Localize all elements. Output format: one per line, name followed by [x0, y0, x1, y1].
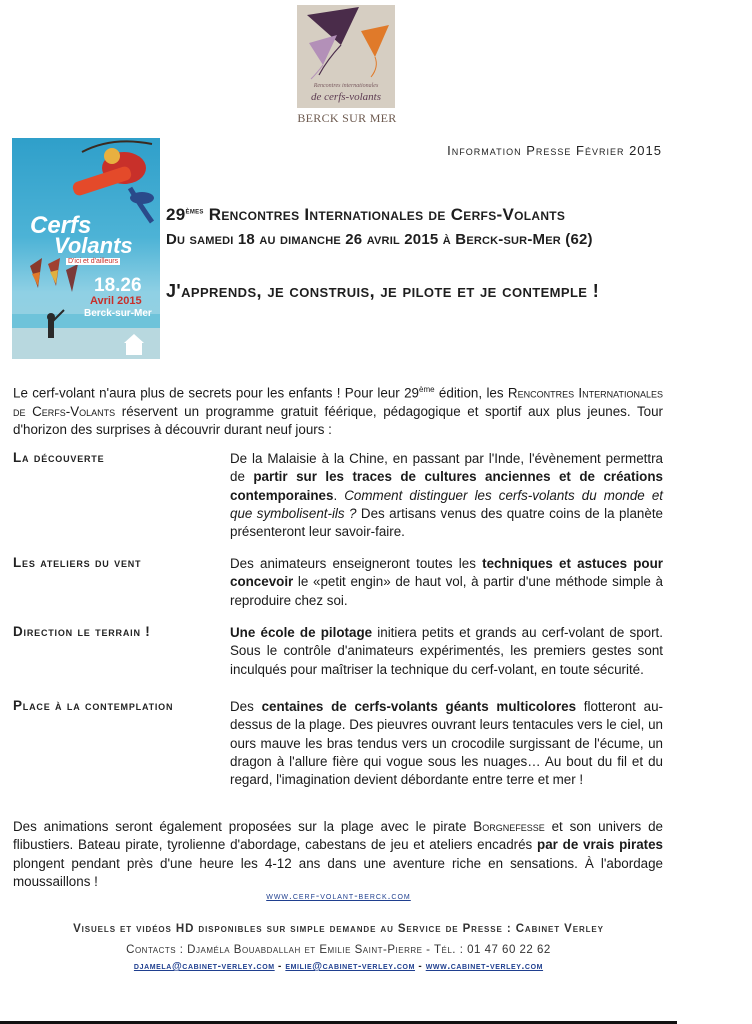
- contemplation-bold: centaines de cerfs-volants géants multicolores: [261, 699, 577, 714]
- section-text-contemplation: [230, 698, 663, 789]
- poster-month: Avril 2015: [90, 295, 142, 307]
- headline-dates: Du samedi 18 au dimanche 26 avril 2015 à Berck-sur-Mer (62): [166, 231, 593, 248]
- logo-box: [297, 5, 395, 108]
- event-logo: [297, 5, 397, 125]
- headline-edition-number: 29: [166, 205, 186, 224]
- press-contacts: Contacts : Djaméla Bouabdallah et Emilie Saint-Pierre - Tél. : 01 47 60 22 62: [126, 944, 551, 956]
- contact-links: [0, 961, 677, 972]
- ateliers-text-2: le «petit engin» de haut vol, à partir d'une méthode simple à reproduire chez soi.: [230, 574, 663, 608]
- separator: -: [274, 961, 286, 972]
- outro-text-1: Des animations seront également proposées sur la plage avec le pirate: [13, 819, 474, 834]
- event-poster: [12, 138, 160, 359]
- contemplation-text-1: Des: [230, 699, 262, 714]
- intro-text-2: édition, les: [434, 385, 508, 401]
- outro-bold: par de vrais pirates: [537, 837, 663, 853]
- section-text-direction: [230, 624, 663, 679]
- intro-paragraph: [13, 381, 663, 439]
- section-label-decouverte: La découverte: [13, 450, 105, 465]
- intro-text-3: réservent un programme gratuit féérique, pédagogique et sportif aux plus jeunes. Tour d'horizon des surprises à découvrir durant neuf jours :: [13, 403, 663, 438]
- headline-title: [166, 205, 565, 225]
- press-info-date: Information Presse Février 2015: [447, 143, 662, 158]
- separator: -: [415, 961, 426, 972]
- email-link-emilie[interactable]: emilie@cabinet-verley.com: [285, 961, 416, 972]
- decouverte-text-2: .: [333, 487, 345, 503]
- logo-town: BERCK SUR MER: [297, 111, 397, 125]
- agency-website-link[interactable]: www.cabinet-verley.com: [425, 961, 544, 972]
- section-text-decouverte: [230, 450, 663, 541]
- section-label-ateliers: Les ateliers du vent: [13, 555, 142, 570]
- headline-title-text: Rencontres Internationales de Cerfs-Volants: [203, 205, 566, 224]
- contemplation-text-2: flotteront au-dessus de la plage. Des pieuvres ouvrant leurs tentacules vers le ciel, un ours mauve les bras tendus vers un crocodile surgissant de l'écume, un dragon à l'allure fière qui vogue sous les nuages… Au bout du fil et du regard, l'imagination devient débordante entre terre et mer !: [230, 699, 663, 788]
- decouverte-text-3: Des artisans venus des quatre coins de la planète présenteront leur savoir-faire.: [230, 505, 663, 540]
- intro-superscript: ème: [419, 385, 435, 394]
- decouverte-text-1: De la Malaisie à la Chine, en passant par l'Inde, l'évènement permettra de: [230, 451, 663, 485]
- outro-text-2: et son univers de flibustiers. Bateau pirate, tyrolienne d'abordage, cabestans de jeu et ateliers encadrés: [13, 819, 663, 853]
- poster-title-2: Volants: [54, 233, 133, 258]
- email-link-djamela[interactable]: djamela@cabinet-verley.com: [133, 961, 275, 972]
- press-service-note: Visuels et vidéos HD disponibles sur simple demande au Service de Presse : Cabinet Verley: [73, 923, 604, 935]
- outro-pirate-name: Borgnefesse: [473, 819, 545, 834]
- poster-dates: 18.26: [94, 275, 142, 296]
- section-label-direction: Direction le terrain !: [13, 624, 151, 639]
- decouverte-bold: partir sur les traces de cultures anciennes et de créations contemporaines: [230, 469, 663, 503]
- section-text-ateliers: [230, 555, 663, 610]
- logo-line-2: de cerfs-volants: [311, 91, 381, 103]
- intro-text-1: Le cerf-volant n'aura plus de secrets pour les enfants ! Pour leur 29: [13, 385, 420, 401]
- direction-bold: Une école de pilotage: [230, 625, 373, 640]
- headline-edition-suffix: èmes: [185, 205, 204, 216]
- headline-slogan: J'apprends, je construis, je pilote et je contemple !: [166, 281, 600, 301]
- poster-place: Berck-sur-Mer: [84, 308, 152, 319]
- ateliers-text-1: Des animateurs enseigneront toutes les: [230, 556, 483, 571]
- direction-text-1: initiera petits et grands au cerf-volant de sport. Sous le contrôle d'animateurs expérimentés, les premiers gestes sont inculqués pour maîtriser la technique du cerf-volant, en toute sécurité.: [230, 625, 663, 677]
- event-website-link[interactable]: www.cerf-volant-berck.com: [266, 891, 411, 902]
- intro-event-name: Rencontres Internationales de Cerfs-Volants: [13, 385, 663, 419]
- logo-line-1: Rencontres internationales: [313, 83, 379, 89]
- poster-title-1: Cerfs: [30, 212, 92, 239]
- section-label-contemplation: Place à la contemplation: [13, 698, 174, 713]
- decouverte-italic: Comment distinguer les cerfs-volants du monde et que symbolisent-ils ?: [230, 487, 663, 521]
- outro-paragraph: [13, 818, 663, 891]
- event-website-link-wrap: [0, 891, 677, 902]
- poster-subtitle: D'ici et d'ailleurs: [68, 258, 119, 265]
- outro-text-3: plongent pendant près d'une heure les 4-12 ans dans une aventure riche en sensations. À l'abordage moussaillons !: [13, 855, 663, 889]
- ateliers-bold: techniques et astuces pour concevoir: [230, 556, 663, 590]
